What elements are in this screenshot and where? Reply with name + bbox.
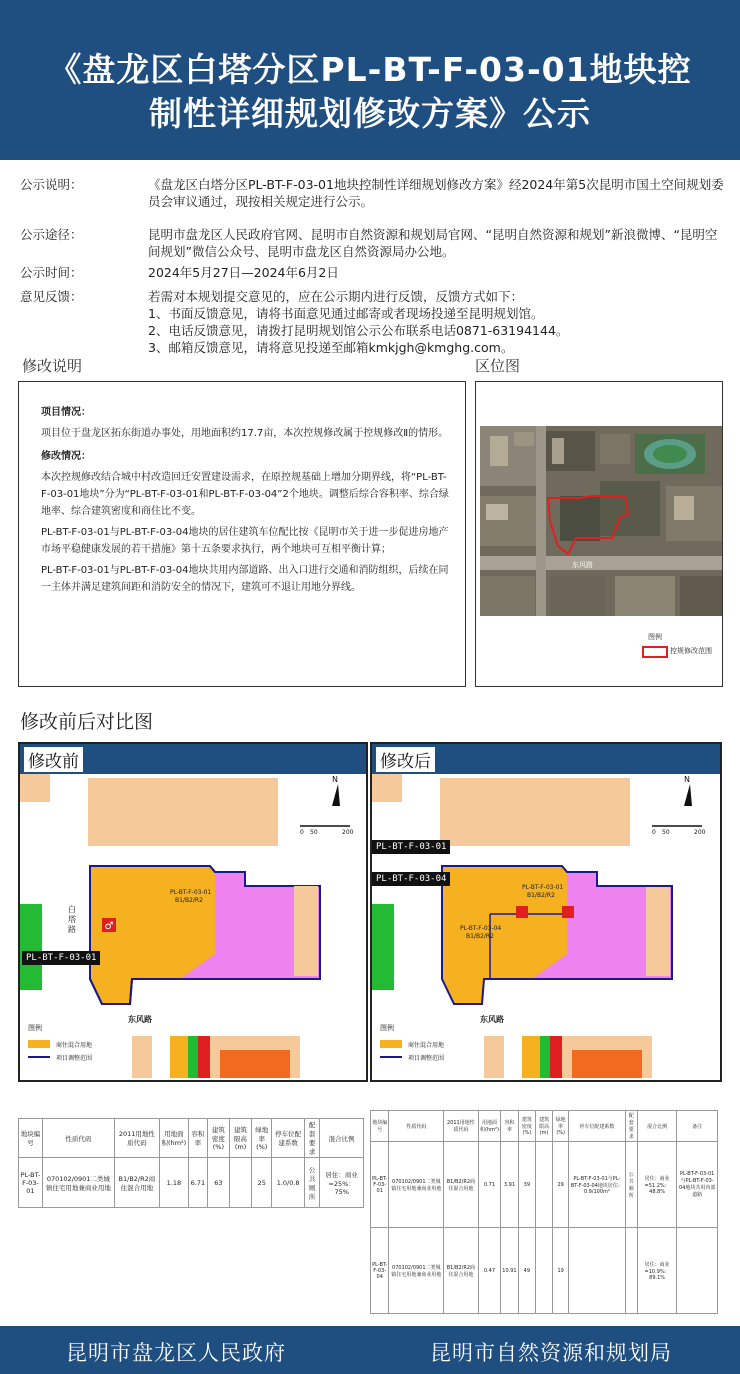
before-td: 6.71 <box>188 1158 207 1208</box>
before-th: 建筑密度(%) <box>207 1119 229 1158</box>
before-table-row <box>19 1158 364 1208</box>
explain-text: 《盘龙区白塔分区PL-BT-F-03-01地块控制性详细规划修改方案》经2024年第5次昆明市国土空间规划委员会审议通过，现按相关规定进行公示。 <box>148 177 724 209</box>
before-legend-1: 商住混合用地 <box>56 1042 93 1049</box>
before-th: 配套要求 <box>304 1119 319 1158</box>
before-td: 070102/0901二类城镇住宅用地兼商业用地 <box>42 1158 114 1208</box>
after-parcel2-tag: PL-BT-F-03-04 <box>372 872 450 886</box>
explain-label: 公示说明： <box>20 177 83 192</box>
feedback-item-1: 1、书面反馈意见，请将书面意见通过邮寄或者现场投递至昆明规划馆。 <box>148 306 544 321</box>
after-th: 容积率 <box>501 1111 519 1142</box>
before-td: 公共厕所 <box>304 1158 319 1208</box>
modify-section-title: 修改说明 <box>22 357 83 375</box>
after-table-row-2 <box>371 1228 718 1314</box>
after-td: 39 <box>518 1142 535 1228</box>
before-scale-50: 50 <box>310 829 318 836</box>
before-th: 地块编号 <box>19 1119 43 1158</box>
after-parcel2-sub: B1/B2/R2 <box>466 933 494 940</box>
after-scale-200: 200 <box>694 829 706 836</box>
svg-text:N: N <box>684 775 690 784</box>
after-parcel1-sub: B1/B2/R2 <box>527 892 555 899</box>
after-table-row-1 <box>371 1142 718 1228</box>
after-legend-1: 商住混合用地 <box>408 1042 445 1049</box>
info-feedback <box>20 288 730 358</box>
modify-description-box <box>18 381 466 687</box>
after-th: 性质代码 <box>389 1111 444 1142</box>
after-th: 建筑限高(m) <box>535 1111 552 1142</box>
svg-text:♂: ♂ <box>104 921 114 932</box>
before-panel <box>18 742 368 1082</box>
location-satellite-map <box>480 426 722 616</box>
before-th: 混合比例 <box>320 1119 364 1158</box>
after-road-h-label: 东风路 <box>480 1015 504 1024</box>
before-road-h-label: 东风路 <box>128 1015 152 1024</box>
after-td: PL-BT-F-03-01与PL-BT-F-03-04地块居住：0.9/100m² <box>569 1142 626 1228</box>
before-th: 建筑限高(m) <box>229 1119 251 1158</box>
before-td: 63 <box>207 1158 229 1208</box>
channel-label: 公示途径： <box>20 227 83 242</box>
time-label: 公示时间： <box>20 265 83 280</box>
modify-heading-project: 项目情况： <box>41 407 91 418</box>
location-road-label: 东风路 <box>572 561 593 569</box>
before-td: 1.0/0.8 <box>272 1158 305 1208</box>
after-td: PL-BT-F-03-01 <box>371 1142 389 1228</box>
channel-text: 昆明市盘龙区人民政府官网、昆明市自然资源和规划局官网、“昆明自然资源和规划”新浪微博、“昆明空间规划”微信公众号、昆明市盘龙区自然资源局办公地。 <box>148 227 718 259</box>
feedback-label: 意见反馈： <box>20 289 83 304</box>
after-td <box>569 1228 626 1314</box>
after-td: 19 <box>553 1228 569 1314</box>
after-td: 070102/0901二类城镇住宅用地兼商业用地 <box>389 1228 444 1314</box>
before-table <box>18 1118 364 1208</box>
after-th: 地块编号 <box>371 1111 389 1142</box>
after-td: 49 <box>518 1228 535 1314</box>
before-panel-title: 修改前 <box>24 747 83 772</box>
before-th: 2011用地性质代码 <box>114 1119 159 1158</box>
after-parcel1-tag: PL-BT-F-03-01 <box>372 840 450 854</box>
after-td: 0.71 <box>478 1142 501 1228</box>
after-parcel1-label: PL-BT-F-03-01 <box>522 884 564 891</box>
before-parcel-tag: PL-BT-F-03-01 <box>22 951 100 965</box>
location-legend-label: 控规修改范围 <box>670 647 712 655</box>
info-channel <box>20 226 730 262</box>
after-td: 公共厕所 <box>625 1142 637 1228</box>
before-th: 绿地率(%) <box>252 1119 272 1158</box>
after-td: 29 <box>553 1142 569 1228</box>
modify-project-text: 项目位于盘龙区拓东街道办事处，用地面积约17.7亩，本次控规修改属于控规修改Ⅱ的情形。 <box>41 428 449 439</box>
after-td <box>535 1142 552 1228</box>
after-td: B1/B2/R2商住混合用地 <box>444 1228 479 1314</box>
after-map <box>372 774 720 1080</box>
after-th: 建筑密度(%) <box>518 1111 535 1142</box>
after-table <box>370 1110 718 1314</box>
before-table-header-row <box>19 1119 364 1158</box>
svg-text:路: 路 <box>68 925 76 934</box>
before-parcel-sub: B1/B2/R2 <box>175 897 203 904</box>
before-td: B1/B2/R2商住混合用地 <box>114 1158 159 1208</box>
location-legend-swatch <box>642 646 668 658</box>
after-scale-50: 50 <box>662 829 670 836</box>
before-scale-200: 200 <box>342 829 354 836</box>
after-td: 居住：商业=51.2%：48.8% <box>637 1142 676 1228</box>
after-td: 0.47 <box>478 1228 501 1314</box>
svg-text:塔: 塔 <box>68 915 76 924</box>
time-text: 2024年5月27日—2024年6月2日 <box>148 265 339 280</box>
after-panel-title: 修改后 <box>376 747 435 772</box>
before-td: 居住：商业=25%：75% <box>320 1158 364 1208</box>
modify-traffic-text: PL-BT-F-03-01与PL-BT-F-03-04地块共用内部道路、出入口进行交通和消防组织，后续在同一主体并满足建筑间距和消防安全的情况下，建筑可不退让用地分界线。 <box>41 565 449 593</box>
before-map <box>20 774 366 1080</box>
after-parcel2-label: PL-BT-F-03-04 <box>460 925 502 932</box>
after-legend-2: 项目调整范围 <box>408 1055 445 1062</box>
page-title-line2: 制性详细规划修改方案》公示 <box>149 94 591 133</box>
footer-left-org: 昆明市盘龙区人民政府 <box>66 1341 286 1365</box>
before-td <box>229 1158 251 1208</box>
after-td <box>677 1228 718 1314</box>
before-td: 1.18 <box>159 1158 188 1208</box>
before-legend-title: 图例 <box>28 1024 42 1032</box>
page-title-line1: 《盘龙区白塔分区PL-BT-F-03-01地块控 <box>48 50 692 89</box>
info-time <box>20 264 730 282</box>
before-th: 停车位配建系数 <box>272 1119 305 1158</box>
before-road-v-label: 白 <box>68 905 76 914</box>
feedback-item-3: 3、邮箱反馈意见，请将意见投递至邮箱kmkjgh@kmghg.com。 <box>148 340 514 355</box>
page-header <box>0 0 740 160</box>
modify-parking-text: PL-BT-F-03-01与PL-BT-F-03-04地块的居住建筑车位配比按《昆明市关于进一步促进房地产市场平稳健康发展的若干措施》第十五条要求执行，两个地块可互相平衡计算； <box>41 527 449 555</box>
before-th: 容积率 <box>188 1119 207 1158</box>
after-td: B1/B2/R2商住混合用地 <box>444 1142 479 1228</box>
after-th: 2011用地性质代码 <box>444 1111 479 1142</box>
after-td: PL-BT-F-03-01与PL-BT-F-03-04地块共用内部道路 <box>677 1142 718 1228</box>
feedback-item-2: 2、电话反馈意见，请拨打昆明规划馆公示公布联系电话0871-63194144。 <box>148 323 569 338</box>
location-section-title: 区位图 <box>475 357 521 375</box>
svg-text:N: N <box>332 775 338 784</box>
before-td: 25 <box>252 1158 272 1208</box>
before-td: PL-BT-F-03-01 <box>19 1158 43 1208</box>
after-td: 10.91 <box>501 1228 519 1314</box>
after-td <box>625 1228 637 1314</box>
modify-heading-changes: 修改情况： <box>41 451 91 462</box>
footer-right-org: 昆明市自然资源和规划局 <box>430 1341 672 1365</box>
after-td <box>535 1228 552 1314</box>
after-legend-title: 图例 <box>380 1024 394 1032</box>
location-legend-title: 图例 <box>648 633 662 641</box>
before-th: 性质代码 <box>42 1119 114 1158</box>
feedback-intro: 若需对本规划提交意见的，应在公示期内进行反馈，反馈方式如下： <box>148 289 524 304</box>
after-th: 备注 <box>677 1111 718 1142</box>
after-th: 配套要求 <box>625 1111 637 1142</box>
before-scale-0: 0 <box>300 829 304 836</box>
before-legend-2: 项目调整范围 <box>56 1055 93 1062</box>
after-th: 停车位配建系数 <box>569 1111 626 1142</box>
after-table-header-row <box>371 1111 718 1142</box>
after-th: 绿地率(%) <box>553 1111 569 1142</box>
page-footer <box>0 1326 740 1374</box>
after-th: 用地面积(hm²) <box>478 1111 501 1142</box>
compare-section-title: 修改前后对比图 <box>20 711 154 733</box>
modify-changes-text: 本次控规修改结合城中村改造回迁安置建设需求，在原控规基础上增加分期界线，将“PL-BT-F-03-01地块”分为“PL-BT-F-03-01和PL-BT-F-03-04”2个地块。调整后综合容积率、综合绿地率、综合建筑密度和商住比不变。 <box>41 472 449 517</box>
before-parcel-label: PL-BT-F-03-01 <box>170 889 212 896</box>
after-panel-header <box>372 744 720 774</box>
info-explain <box>20 176 730 216</box>
after-scale-0: 0 <box>652 829 656 836</box>
after-td: 070102/0901二类城镇住宅用地兼商业用地 <box>389 1142 444 1228</box>
before-th: 用地面积(hm²) <box>159 1119 188 1158</box>
after-td: PL-BT-F-03-04 <box>371 1228 389 1314</box>
before-panel-header <box>20 744 366 774</box>
after-td: 3.91 <box>501 1142 519 1228</box>
after-td: 居住：商业=10.9%：89.1% <box>637 1228 676 1314</box>
location-map-box <box>475 381 723 687</box>
after-panel <box>370 742 722 1082</box>
after-th: 混合比例 <box>637 1111 676 1142</box>
